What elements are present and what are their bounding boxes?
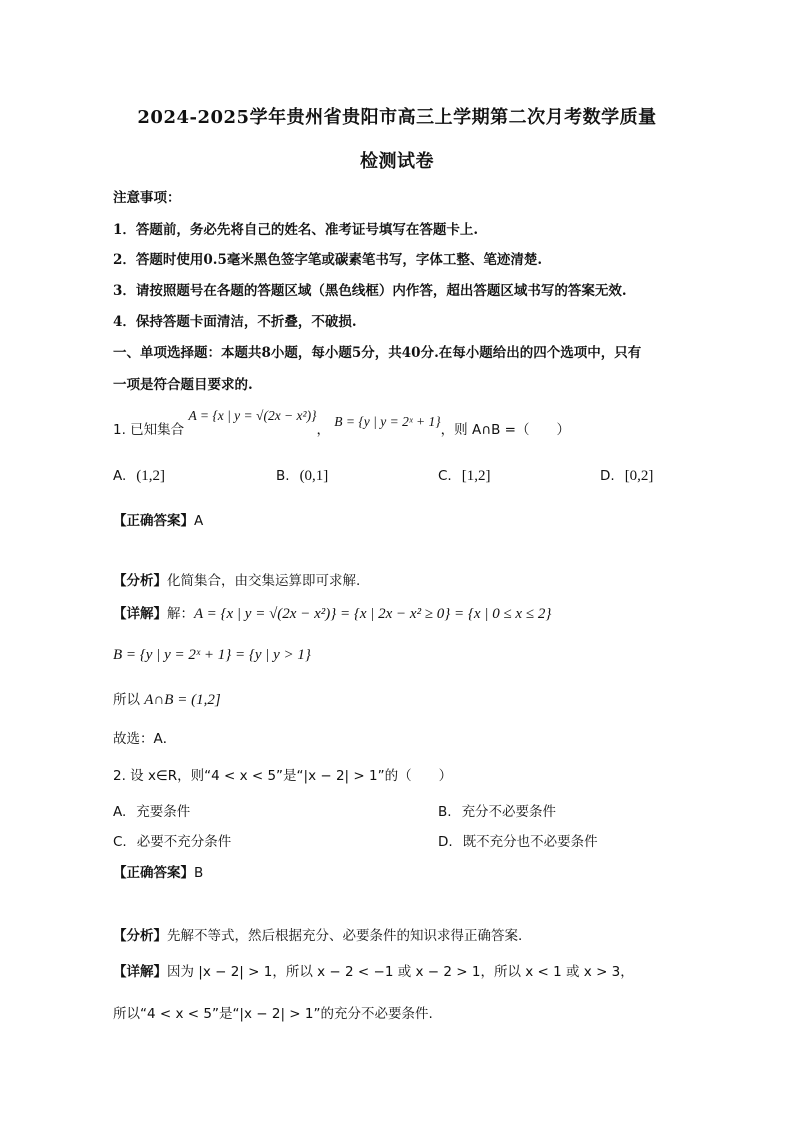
option-value: [1,2] bbox=[461, 468, 491, 484]
section-1-intro-line1: 一、单项选择题：本题共8小题，每小题5分，共40分.在每小题给出的四个选项中，只有 bbox=[113, 345, 642, 361]
option-value: 既不充分也不必要条件 bbox=[462, 834, 598, 850]
question-1-set-a: A = {x | y = √(2x − x²)} bbox=[188, 408, 317, 423]
question-2-stem: 2. 设 x∈R，则“4 < x < 5”是“|x − 2| > 1”的（ ） bbox=[113, 768, 453, 784]
detail-label: 【详解】 bbox=[113, 606, 167, 622]
question-2-option-d bbox=[438, 830, 598, 850]
option-label: C. bbox=[438, 468, 452, 484]
question-1-detail-line1 bbox=[113, 602, 551, 623]
question-1-separator: ， bbox=[316, 422, 330, 438]
notice-item-3: 3．请按照题号在各题的答题区域（黑色线框）内作答，超出答题区域书写的答案无效. bbox=[113, 283, 627, 299]
option-label: B. bbox=[276, 468, 290, 484]
option-value: (1,2] bbox=[136, 468, 166, 484]
detail-formula-intersection: A∩B = (1,2] bbox=[144, 692, 221, 708]
option-value: 充要条件 bbox=[136, 804, 191, 820]
question-2-option-a bbox=[113, 800, 190, 820]
analysis-text: 先解不等式，然后根据充分、必要条件的知识求得正确答案. bbox=[167, 928, 523, 944]
analysis-label: 【分析】 bbox=[113, 928, 167, 944]
question-1-option-c bbox=[438, 468, 490, 485]
question-1-detail-line2: B = {y | y = 2ˣ + 1} = {y | y > 1} bbox=[113, 647, 311, 663]
notice-item-1: 1．答题前，务必先将自己的姓名、准考证号填写在答题卡上. bbox=[113, 222, 479, 238]
option-label: A. bbox=[113, 468, 127, 484]
notice-heading: 注意事项： bbox=[113, 190, 181, 206]
exam-title-line2: 检测试卷 bbox=[360, 151, 434, 172]
detail-formula-a: A = {x | y = √(2x − x²)} = {x | 2x − x² ≥ 0} = {x | 0 ≤ x ≤ 2} bbox=[194, 606, 552, 622]
option-label: C. bbox=[113, 834, 127, 850]
section-1-intro-line2: 一项是符合题目要求的. bbox=[113, 377, 253, 393]
answer-label: 【正确答案】 bbox=[113, 865, 194, 881]
exam-title-line1: 2024-2025学年贵州省贵阳市高三上学期第二次月考数学质量 bbox=[137, 107, 657, 128]
answer-label: 【正确答案】 bbox=[113, 513, 194, 529]
question-1-answer bbox=[113, 509, 203, 529]
detail-prefix: 所以 bbox=[113, 692, 140, 708]
question-1-prefix: 1. 已知集合 bbox=[113, 422, 185, 438]
question-1-option-d bbox=[600, 468, 653, 485]
question-1-option-b bbox=[276, 468, 328, 485]
question-1-ask: ，则 A∩B =（ ） bbox=[440, 422, 570, 438]
answer-value: B bbox=[194, 865, 204, 881]
question-2-detail-line1 bbox=[113, 960, 634, 980]
detail-label: 【详解】 bbox=[113, 964, 167, 980]
analysis-text: 化简集合，由交集运算即可求解. bbox=[167, 573, 361, 589]
question-1-set-b: B = {y | y = 2ˣ + 1} bbox=[334, 414, 441, 429]
notice-item-2: 2．答题时使用0.5毫米黑色签字笔或碳素笔书写，字体工整、笔迹清楚. bbox=[113, 252, 543, 268]
question-1-option-a bbox=[113, 468, 165, 485]
answer-value: A bbox=[194, 513, 204, 529]
option-value: 必要不充分条件 bbox=[136, 834, 232, 850]
question-1-detail-line3 bbox=[113, 688, 221, 709]
option-value: 充分不必要条件 bbox=[461, 804, 557, 820]
option-label: D. bbox=[600, 468, 615, 484]
analysis-label: 【分析】 bbox=[113, 573, 167, 589]
question-1-stem bbox=[113, 408, 570, 438]
question-2-analysis bbox=[113, 924, 522, 944]
question-2-answer bbox=[113, 861, 203, 881]
option-value: (0,1] bbox=[299, 468, 329, 484]
option-label: B. bbox=[438, 804, 452, 820]
question-1-conclusion: 故选：A． bbox=[113, 731, 177, 747]
detail-lead: 解： bbox=[167, 606, 194, 622]
question-2-option-c bbox=[113, 830, 231, 850]
detail-text: 因为 |x − 2| > 1，所以 x − 2 < −1 或 x − 2 > 1，所以 x < 1 或 x > 3， bbox=[167, 964, 634, 980]
option-label: A. bbox=[113, 804, 127, 820]
option-label: D. bbox=[438, 834, 453, 850]
notice-item-4: 4．保持答题卡面清洁，不折叠，不破损. bbox=[113, 314, 357, 330]
question-2-detail-line2: 所以“4 < x < 5”是“|x − 2| > 1”的充分不必要条件. bbox=[113, 1006, 433, 1022]
question-2-option-b bbox=[438, 800, 556, 820]
option-value: [0,2] bbox=[624, 468, 654, 484]
question-1-analysis bbox=[113, 569, 360, 589]
